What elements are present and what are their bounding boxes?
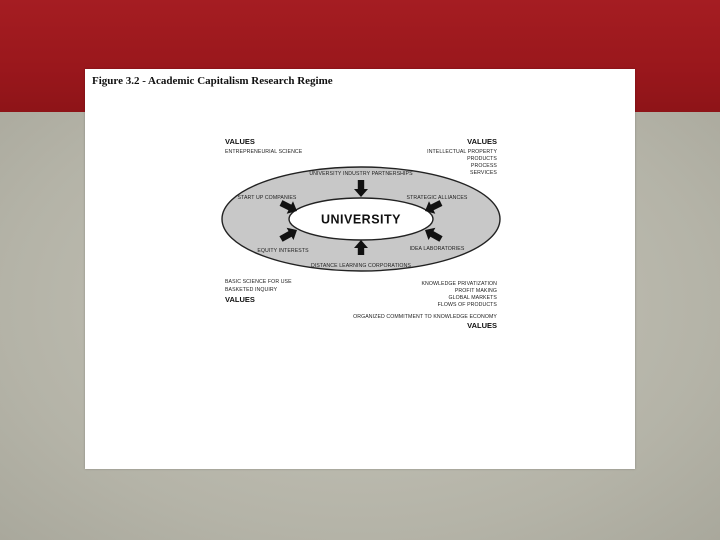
ring-label-upper-right: STRATEGIC ALLIANCES [406, 195, 468, 201]
values-top-right-item: PROCESS [470, 163, 497, 169]
values-bottom-right-item: ORGANIZED COMMITMENT TO KNOWLEDGE ECONOMY [353, 314, 497, 320]
figure-panel [85, 69, 635, 469]
values-bottom-right-item: PROFIT MAKING [454, 288, 497, 294]
values-top-right-item: INTELLECTUAL PROPERTY [427, 149, 497, 155]
values-bottom-right-item: GLOBAL MARKETS [448, 295, 497, 301]
values-bottom-right-item: FLOWS OF PRODUCTS [437, 302, 497, 308]
figure-title: Figure 3.2 - Academic Capitalism Research Regime [92, 75, 333, 87]
values-top-right-heading: VALUES [467, 137, 497, 146]
ring-label-top: UNIVERSITY INDUSTRY PARTNERSHIPS [309, 171, 413, 177]
values-bottom-left-item: BASKETED INQUIRY [225, 287, 278, 293]
values-bottom-left-item: BASIC SCIENCE FOR USE [225, 279, 292, 285]
values-top-right-item: PRODUCTS [467, 156, 497, 162]
university-label: UNIVERSITY [320, 212, 402, 227]
values-bottom-left-heading: VALUES [225, 295, 255, 304]
values-top-left-item: ENTREPRENEURIAL SCIENCE [225, 149, 303, 155]
ring-label-upper-left: START UP COMPANIES [237, 195, 297, 201]
research-regime-diagram [85, 69, 635, 469]
ring-label-bottom: DISTANCE LEARNING CORPORATIONS [311, 263, 411, 269]
values-top-right-item: SERVICES [470, 170, 497, 176]
values-bottom-right-item: KNOWLEDGE PRIVATIZATION [421, 281, 497, 287]
ring-label-lower-right: IDEA LABORATORIES [409, 246, 465, 252]
values-bottom-right-heading: VALUES [467, 321, 497, 330]
ring-label-lower-left: EQUITY INTERESTS [257, 248, 309, 254]
values-top-left-heading: VALUES [225, 137, 255, 146]
